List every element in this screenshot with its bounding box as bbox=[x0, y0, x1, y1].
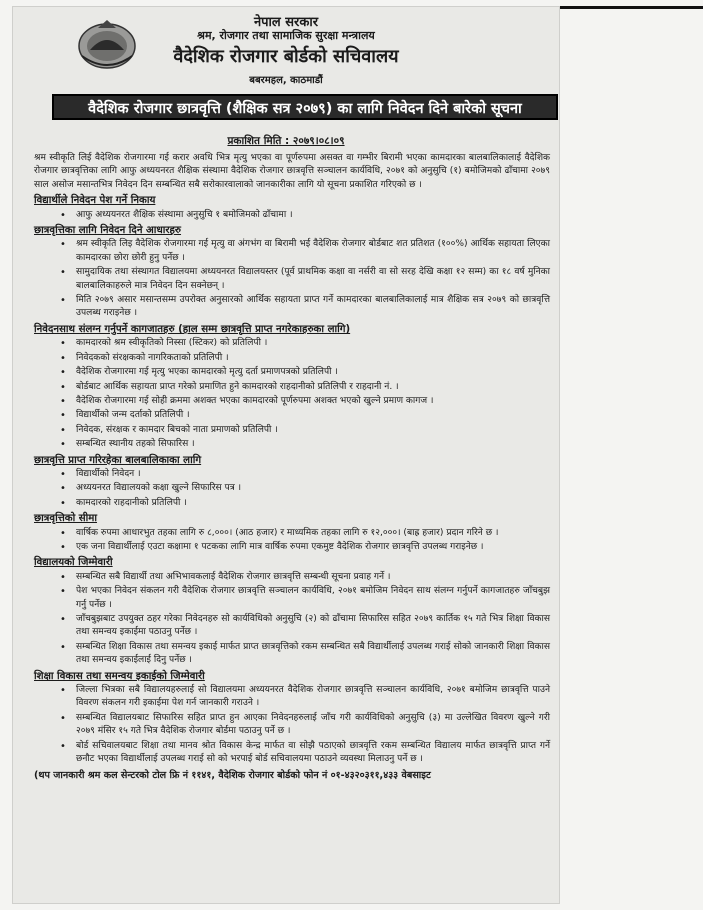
section-list bbox=[34, 209, 550, 222]
list-item: • निवेदक, संरक्षक र कामदार बिचको नाता प्रमाणको प्रतिलिपी । bbox=[76, 424, 550, 437]
notice-title: वैदेशिक रोजगार छात्रवृत्ति (शैक्षिक सत्र २०७९) का लागि निवेदन दिने बारेको सूचना bbox=[52, 94, 558, 120]
section-list bbox=[34, 527, 550, 555]
list-item: • विद्यार्थीको जन्म दर्ताको प्रतिलिपी । bbox=[76, 409, 550, 422]
list-item: • पेश भएका निवेदन संकलन गरी वैदेशिक रोजगार छात्रवृत्ति सञ्चालन कार्यविधि, २०७१ बमोजिम निवेदन साथ संलग्न गर्नुपर्ने कागजातहरु जाँचबुझ गर्नु पर्नेछ । bbox=[76, 585, 550, 612]
section-list bbox=[34, 337, 550, 451]
list-item: • सामुदायिक तथा संस्थागत विद्यालयमा अध्ययनरत विद्यालयस्तर (पूर्व प्राथमिक कक्षा वा नर्सरी वा सो सरह देखि कक्षा १२ सम्म) का १८ वर्ष मुनिका बालबालिकाहरुले मात्र निवेदन दिन सक्नेछन् । bbox=[76, 266, 550, 293]
list-item: • सम्बन्धित शिक्षा विकास तथा समन्वय इकाई मार्फत प्राप्त छात्रवृत्तिको रकम सम्बन्धित सबै विद्यार्थीलाई उपलब्ध गराई सोको जानकारी शिक्षा विकास तथा समन्वय इकाईलाई दिनु पर्नेछ । bbox=[76, 641, 550, 668]
list-item: • विद्यार्थीको निवेदन । bbox=[76, 468, 550, 481]
office-name: वैदेशिक रोजगार बोर्डको सचिवालय bbox=[173, 46, 399, 67]
intro-paragraph: श्रम स्वीकृति लिई वैदेशिक रोजगारमा गई करार अवधि भित्र मृत्यु भएका वा पूर्णरुपमा असक्त वा गम्भीर बिरामी भएका कामदारका बालबालिकालाई वैदेशिक रोजगार छात्रवृत्तिका लागि आफु अध्ययनरत शैक्षिक संस्थामा वैदेशिक रोजगार छात्रवृत्ति सञ्चालन कार्यविधि, २०७१ को अनुसुचि (१) बमोजिमको ढाँचामा २०७९ साल असोज मसान्तभित्र निवेदन दिन सम्बन्धित सबै सरोकारवालाको जानकारीका लागि यो सूचना प्रकाशित गरिएको छ । bbox=[34, 153, 550, 190]
section-heading: निवेदनसाथ संलग्न गर्नुपर्ने कागजातहरु (हाल सम्म छात्रवृत्ति प्राप्त नगरेकाहरुका लागि) bbox=[34, 323, 351, 335]
list-item: • अध्ययनरत विद्यालयको कक्षा खुल्ने सिफारिस पत्र । bbox=[76, 482, 550, 495]
list-item: • सम्बन्धित सबै विद्यार्थी तथा अभिभावकलाई वैदेशिक रोजगार छात्रवृत्ति सम्बन्धी सूचना प्रवाह गर्ने । bbox=[76, 571, 550, 584]
list-item: • श्रम स्वीकृति लिइ वैदेशिक रोजगारमा गई मृत्यु वा अंगभंग वा बिरामी भई वैदेशिक रोजगार बोर्डबाट शत प्रतिशत (१००%) आर्थिक सहायता लिएका कामदारका छोरा छोरी हुनु पर्नेछ । bbox=[76, 238, 550, 265]
list-item: • कामदारको श्रम स्वीकृतिको निस्सा (स्टिकर) को प्रतिलिपी । bbox=[76, 337, 550, 350]
list-item: • सम्बन्धित स्थानीय तहको सिफारिस । bbox=[76, 438, 550, 451]
list-item: • वैदेशिक रोजगारमा गई मृत्यु भएका कामदारको मृत्यु दर्ता प्रमाणपत्रको प्रतिलिपी । bbox=[76, 366, 550, 379]
section-list bbox=[34, 468, 550, 510]
section-list bbox=[34, 571, 550, 668]
section-heading: विद्यालयको जिम्मेवारी bbox=[34, 557, 113, 569]
list-item: • आफु अध्ययनरत शैक्षिक संस्थामा अनुसुचि १ बमोजिमको ढाँचामा । bbox=[76, 209, 550, 222]
section-heading: छात्रवृत्तिका लागि निवेदन दिने आधारहरु bbox=[34, 225, 182, 237]
list-item: • सम्बन्धित विद्यालयबाट सिफारिस सहित प्राप्त हुन आएका निवेदनहरुलाई जाँच गरी कार्यविधिको अनुसुचि (३) मा उल्लेखित विवरण खुल्ने गरी २०७९ मंसिर १५ गते भित्र वैदेशिक रोजगार बोर्डमा पठाउनु पर्ने छ । bbox=[76, 712, 550, 739]
list-item: • वैदेशिक रोजगारमा गई सोही क्रममा अशक्त भएका कामदारको पूर्णरुपमा अशक्त भएको खुल्ने प्रमाण कागज । bbox=[76, 395, 550, 408]
list-item: • बोर्ड सचिवालयबाट शिक्षा तथा मानव श्रोत विकास केन्द्र मार्फत वा सोझै पठाएको छात्रवृत्ति रकम सम्बन्धित विद्यालय मार्फत छात्रवृत्ति प्राप्त गर्ने छनौट भएका विद्यार्थीलाई उपलब्ध गराई सो को भरपाई बोर्ड सचिवालयमा पठाउने व्यवस्था मिलाउनु पर्ने छ । bbox=[76, 740, 550, 767]
section-list bbox=[34, 238, 550, 320]
list-item: • मिति २०७९ असार मसान्तसम्म उपरोक्त अनुसारको आर्थिक सहायता प्राप्त गर्ने कामदारका बालबालिकालाई मात्र शैक्षिक सत्र २०७९ को छात्रवृत्ति उपलब्ध गराइनेछ । bbox=[76, 294, 550, 321]
section-heading: विद्यार्थीले निवेदन पेश गर्ने निकाय bbox=[34, 195, 156, 207]
section-heading: छात्रवृत्ति प्राप्त गरिरहेका बालबालिकाका लागि bbox=[34, 454, 202, 466]
notice-body bbox=[34, 152, 550, 783]
section-heading: छात्रवृत्तिको सीमा bbox=[34, 513, 98, 525]
list-item: • वार्षिक रुपमा आधारभुत तहका लागि रु ८,०००। (आठ हजार) र माध्यमिक तहका लागि रु १२,०००। (बाह्र हजार) प्रदान गरिने छ । bbox=[76, 527, 550, 540]
list-item: • जाँचबुझबाट उपयुक्त ठहर गरेका निवेदनहरु सो कार्यविधिको अनुसुचि (२) को ढाँचामा सिफारिस सहित २०७९ कार्तिक १५ गते भित्र शिक्षा विकास तथा समन्वय इकाईमा पठाउनु पर्नेछ । bbox=[76, 613, 550, 640]
government-name: नेपाल सरकार bbox=[253, 15, 319, 30]
contact-footer: (थप जानकारी श्रम कल सेन्टरको टोल फ्रि नं ११४१, वैदेशिक रोजगार बोर्डको फोन नं ०१-४३२०३११,४३३ वेबसाइट bbox=[34, 770, 431, 782]
list-item: • एक जना विद्यार्थीलाई एउटा कक्षामा १ पटकका लागि मात्र वार्षिक रुपमा एकमुष्ट वैदेशिक रोजगार छात्रवृत्ति उपलब्ध गराइनेछ । bbox=[76, 541, 550, 554]
list-item: • बोर्डबाट आर्थिक सहायता प्राप्त गरेको प्रमाणित हुने कामदारको राहदानीको प्रतिलिपी र राहदानी नं. । bbox=[76, 381, 550, 394]
publish-date: प्रकाशित मिति : २०७९।०८।०९ bbox=[227, 135, 345, 147]
newspaper-notice bbox=[12, 6, 560, 904]
section-list bbox=[34, 684, 550, 766]
list-item: • जिल्ला भित्रका सबै विद्यालयहरुलाई सो विद्यालयमा अध्ययनरत वैदेशिक रोजगार छात्रवृत्ति सञ्चालन कार्यविधि, २०७१ बमोजिम छात्रवृत्ति पाउने विवरण संकलन गरी इकाईमा पेश गर्न जानकारी गराउने । bbox=[76, 684, 550, 711]
list-item: • निवेदकको संरक्षकको नागरिकताको प्रतिलिपी । bbox=[76, 352, 550, 365]
office-address: बबरमहल, काठमाडौं bbox=[249, 75, 323, 86]
top-rule bbox=[560, 6, 703, 9]
section-heading: शिक्षा विकास तथा समन्वय इकाईको जिम्मेवारी bbox=[34, 670, 205, 682]
ministry-name: श्रम, रोजगार तथा सामाजिक सुरक्षा मन्त्रालय bbox=[197, 29, 375, 42]
list-item: • कामदारको राहदानीको प्रतिलिपी । bbox=[76, 497, 550, 510]
